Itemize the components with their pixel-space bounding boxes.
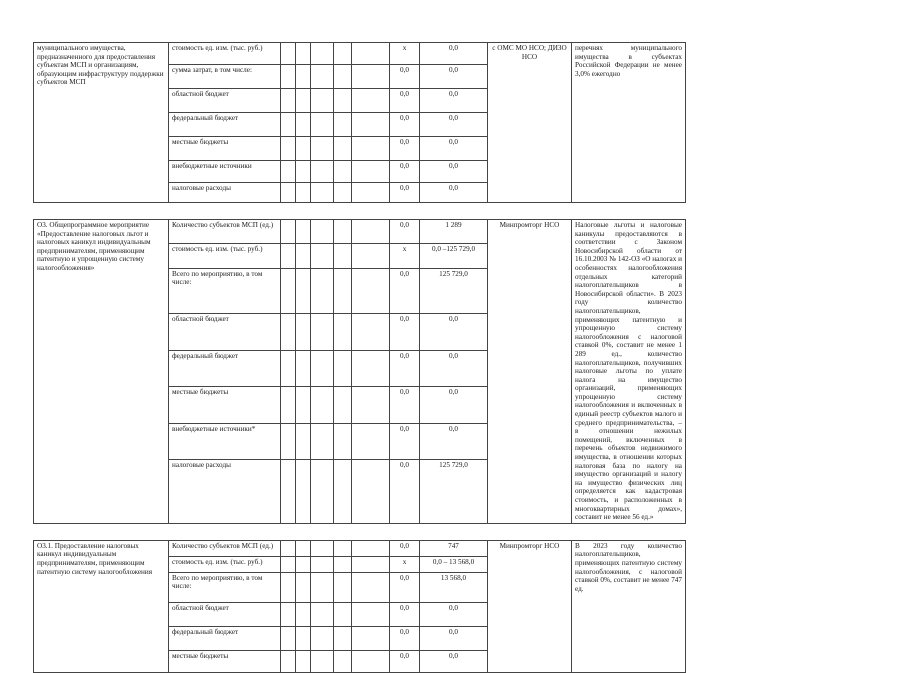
- row-label: внебюджетные источники*: [169, 423, 281, 459]
- empty-cell: [352, 137, 390, 161]
- empty-cell: [334, 540, 352, 556]
- value-a: 0,0: [390, 65, 420, 89]
- row-label: местные бюджеты: [169, 387, 281, 423]
- separator-cell: [352, 523, 390, 540]
- value-b: 0,0: [420, 113, 488, 137]
- row-label: налоговые расходы: [169, 459, 281, 523]
- separator-cell: [686, 523, 877, 540]
- empty-cell: [334, 423, 352, 459]
- executor: Минпромторг НСО: [488, 220, 572, 524]
- separator-cell: [169, 523, 281, 540]
- value-a: 0,0: [390, 626, 420, 650]
- empty-cell: [352, 113, 390, 137]
- value-a: 0,0: [390, 220, 420, 244]
- value-b: 125 729,0: [420, 459, 488, 523]
- empty-cell: [281, 540, 296, 556]
- empty-cell: [281, 314, 296, 350]
- empty-cell: [334, 89, 352, 113]
- empty-cell: [296, 183, 311, 203]
- row-label: федеральный бюджет: [169, 626, 281, 650]
- empty-cell: [281, 387, 296, 423]
- empty-cell: [352, 65, 390, 89]
- empty-cell: [352, 540, 390, 556]
- empty-cell: [296, 113, 311, 137]
- value-a: 0,0: [390, 423, 420, 459]
- empty-cell: [296, 423, 311, 459]
- row-label: Количество субъектов МСП (ед.): [169, 540, 281, 556]
- empty-cell: [296, 161, 311, 183]
- empty-cell: [296, 244, 311, 268]
- empty-cell: [311, 244, 334, 268]
- empty-cell: [296, 572, 311, 602]
- value-b: 0,0: [420, 137, 488, 161]
- value-a: 0,0: [390, 314, 420, 350]
- value-b: 0,0: [420, 626, 488, 650]
- value-b: 0,0: [420, 43, 488, 65]
- separator-cell: [390, 203, 420, 220]
- separator-cell: [572, 523, 686, 540]
- empty-cell: [281, 650, 296, 672]
- value-b: 0,0: [420, 89, 488, 113]
- empty-cell: [334, 602, 352, 626]
- program-table: [33, 42, 877, 673]
- empty-cell: [296, 387, 311, 423]
- empty-cell: [352, 572, 390, 602]
- empty-cell: [334, 314, 352, 350]
- event-name: муниципального имущества, предназначенного для предоставления субъектам МСП и организациям, образующим инфраструктуру поддержки субъектов МСП: [34, 43, 169, 203]
- empty-cell: [281, 161, 296, 183]
- empty-cell: [281, 183, 296, 203]
- separator-cell: [420, 523, 488, 540]
- row-label: стоимость ед. изм. (тыс. руб.): [169, 43, 281, 65]
- empty-cell: [296, 43, 311, 65]
- empty-cell: [311, 183, 334, 203]
- empty-cell: [311, 650, 334, 672]
- value-b: 0,0 – 13 568,0: [420, 556, 488, 572]
- separator-cell: [169, 203, 281, 220]
- value-a: 0,0: [390, 602, 420, 626]
- empty-cell: [281, 89, 296, 113]
- separator-cell: [352, 203, 390, 220]
- separator-cell: [488, 203, 572, 220]
- value-b: 0,0: [420, 183, 488, 203]
- empty-cell: [296, 268, 311, 314]
- empty-cell: [296, 650, 311, 672]
- empty-cell: [281, 423, 296, 459]
- empty-cell: [352, 43, 390, 65]
- empty-cell: [352, 350, 390, 386]
- value-b: 0,0: [420, 387, 488, 423]
- empty-cell: [334, 244, 352, 268]
- row-label: сумма затрат, в том числе:: [169, 65, 281, 89]
- row-label: Количество субъектов МСП (ед.): [169, 220, 281, 244]
- empty-cell: [311, 89, 334, 113]
- empty-cell: [311, 459, 334, 523]
- value-b: 0,0: [420, 161, 488, 183]
- row-label: стоимость ед. изм. (тыс. руб.): [169, 556, 281, 572]
- empty-cell: [352, 244, 390, 268]
- empty-cell: [311, 314, 334, 350]
- empty-cell: [352, 602, 390, 626]
- empty-cell: [352, 220, 390, 244]
- value-a: х: [390, 43, 420, 65]
- empty-cell: [311, 556, 334, 572]
- separator-cell: [686, 203, 877, 220]
- empty-cell: [311, 43, 334, 65]
- empty-cell: [281, 350, 296, 386]
- separator-cell: [334, 523, 352, 540]
- empty-cell: [281, 113, 296, 137]
- empty-cell: [334, 268, 352, 314]
- empty-cell: [334, 183, 352, 203]
- empty-cell: [311, 137, 334, 161]
- block-separator: [34, 523, 877, 540]
- empty-cell: [334, 113, 352, 137]
- empty-cell: [352, 459, 390, 523]
- row-label: Всего по мероприятию, в том числе:: [169, 268, 281, 314]
- row-label: областной бюджет: [169, 602, 281, 626]
- table-row: [34, 540, 877, 556]
- table-row: [34, 43, 877, 65]
- empty-cell: [334, 387, 352, 423]
- value-b: 0,0: [420, 350, 488, 386]
- row-label: областной бюджет: [169, 314, 281, 350]
- empty-cell: [311, 350, 334, 386]
- separator-cell: [281, 523, 296, 540]
- empty-cell: [281, 137, 296, 161]
- separator-cell: [311, 203, 334, 220]
- value-b: 125 729,0: [420, 268, 488, 314]
- empty-cell: [334, 220, 352, 244]
- empty-cell: [296, 602, 311, 626]
- empty-cell: [296, 220, 311, 244]
- empty-cell: [311, 268, 334, 314]
- separator-cell: [296, 523, 311, 540]
- value-a: 0,0: [390, 540, 420, 556]
- value-b: 747: [420, 540, 488, 556]
- separator-cell: [334, 203, 352, 220]
- empty-cell: [334, 650, 352, 672]
- value-b: 0,0: [420, 314, 488, 350]
- value-a: х: [390, 556, 420, 572]
- empty-cell: [352, 650, 390, 672]
- value-b: 1 289: [420, 220, 488, 244]
- empty-cell: [281, 626, 296, 650]
- block-separator: [34, 203, 877, 220]
- separator-cell: [572, 203, 686, 220]
- value-a: 0,0: [390, 161, 420, 183]
- empty-cell: [311, 540, 334, 556]
- value-a: 0,0: [390, 459, 420, 523]
- value-b: 0,0: [420, 602, 488, 626]
- event-name: О3. Общепрограммное мероприятие «Предоставление налоговых льгот и налоговых каникул индивидуальным предпринимателям, применяющим патентную и упрощенную систему налогообложения»: [34, 220, 169, 524]
- table-row: [34, 220, 877, 244]
- value-a: 0,0: [390, 572, 420, 602]
- empty-cell: [311, 161, 334, 183]
- empty-cell: [311, 387, 334, 423]
- empty-cell: [334, 161, 352, 183]
- value-b: 0,0: [420, 423, 488, 459]
- row-label: стоимость ед. изм. (тыс. руб.): [169, 244, 281, 268]
- empty-cell: [352, 89, 390, 113]
- row-label: федеральный бюджет: [169, 113, 281, 137]
- empty-cell: [311, 423, 334, 459]
- empty-cell: [296, 459, 311, 523]
- empty-cell: [311, 220, 334, 244]
- value-a: 0,0: [390, 89, 420, 113]
- executor: с ОМС МО НСО; ДИЗО НСО: [488, 43, 572, 203]
- separator-cell: [34, 523, 169, 540]
- separator-cell: [296, 203, 311, 220]
- row-label: федеральный бюджет: [169, 350, 281, 386]
- empty-cell: [352, 387, 390, 423]
- separator-cell: [420, 203, 488, 220]
- empty-cell: [311, 113, 334, 137]
- empty-cell: [296, 89, 311, 113]
- empty-cell: [352, 556, 390, 572]
- empty-cell: [352, 314, 390, 350]
- value-b: 0,0: [420, 65, 488, 89]
- value-a: 0,0: [390, 183, 420, 203]
- empty-cell: [352, 626, 390, 650]
- empty-cell: [296, 65, 311, 89]
- empty-cell: [352, 183, 390, 203]
- event-name: О3.1. Предоставление налоговых каникул индивидуальным предпринимателям, применяющим патентную систему налогообложения: [34, 540, 169, 672]
- value-a: 0,0: [390, 387, 420, 423]
- value-a: 0,0: [390, 113, 420, 137]
- empty-cell: [334, 65, 352, 89]
- value-a: 0,0: [390, 268, 420, 314]
- empty-cell: [281, 220, 296, 244]
- row-label: налоговые расходы: [169, 183, 281, 203]
- separator-cell: [390, 523, 420, 540]
- value-a: 0,0: [390, 350, 420, 386]
- empty-cell: [334, 137, 352, 161]
- row-label: Всего по мероприятию, в том числе:: [169, 572, 281, 602]
- empty-cell: [281, 459, 296, 523]
- empty-cell: [334, 43, 352, 65]
- expected-result: В 2023 году количество налогоплательщиков, применяющих патентную систему налогообложения, с налоговой ставкой 0%, составит не менее 747 ед.: [572, 540, 686, 672]
- empty-cell: [281, 244, 296, 268]
- empty-cell: [334, 556, 352, 572]
- row-label: областной бюджет: [169, 89, 281, 113]
- empty-cell: [296, 540, 311, 556]
- empty-cell: [281, 602, 296, 626]
- empty-cell: [296, 350, 311, 386]
- separator-cell: [34, 203, 169, 220]
- empty-cell: [352, 161, 390, 183]
- value-b: 0,0 –125 729,0: [420, 244, 488, 268]
- empty-cell: [296, 626, 311, 650]
- executor: Минпромторг НСО: [488, 540, 572, 672]
- empty-cell: [296, 137, 311, 161]
- value-a: х: [390, 244, 420, 268]
- expected-result: Налоговые льготы и налоговые каникулы предоставляются в соответствии с Законом Новосибирской области от 16.10.2003 № 142-ОЗ «О налогах и особенностях налогообложения отдельных категорий налогоплательщиков в Новосибирской области». В 2023 году количество налогоплательщиков, применяющих патентную и упрощенную систему налогообложения с налоговой ставкой 0%, составит не менее 1 289 ед., количество налогоплательщиков, получивших налоговые льготы по уплате налога на имущество организаций, применяющих упрощенную систему налогообложения и включенных в единый реестр субъектов малого и среднего предпринимательства, – в отношении нежилых помещений, включенных в перечень объектов недвижимого имущества, в отношении которых налоговая база по налогу на имущество организаций и налогу на имущество физических лиц определяется как кадастровая стоимость, и расположенных в многоквартирных домах», составит не менее 56 ед.»: [572, 220, 686, 524]
- value-a: 0,0: [390, 650, 420, 672]
- empty-cell: [334, 350, 352, 386]
- empty-cell: [281, 556, 296, 572]
- empty-cell: [296, 314, 311, 350]
- empty-cell: [311, 65, 334, 89]
- value-a: 0,0: [390, 137, 420, 161]
- empty-cell: [296, 556, 311, 572]
- separator-cell: [488, 523, 572, 540]
- empty-cell: [311, 572, 334, 602]
- empty-cell: [334, 459, 352, 523]
- empty-cell: [281, 65, 296, 89]
- value-b: 13 568,0: [420, 572, 488, 602]
- empty-cell: [281, 572, 296, 602]
- expected-result: перечнях муниципального имущества в субъектах Российской Федерации не менее 3,0% ежегодно: [572, 43, 686, 203]
- row-label: местные бюджеты: [169, 650, 281, 672]
- row-label: местные бюджеты: [169, 137, 281, 161]
- value-b: 0,0: [420, 650, 488, 672]
- row-label: внебюджетные источники: [169, 161, 281, 183]
- empty-cell: [311, 602, 334, 626]
- separator-cell: [311, 523, 334, 540]
- empty-cell: [281, 268, 296, 314]
- empty-cell: [311, 626, 334, 650]
- empty-cell: [334, 626, 352, 650]
- empty-cell: [281, 43, 296, 65]
- empty-cell: [334, 572, 352, 602]
- separator-cell: [281, 203, 296, 220]
- empty-cell: [352, 268, 390, 314]
- empty-cell: [352, 423, 390, 459]
